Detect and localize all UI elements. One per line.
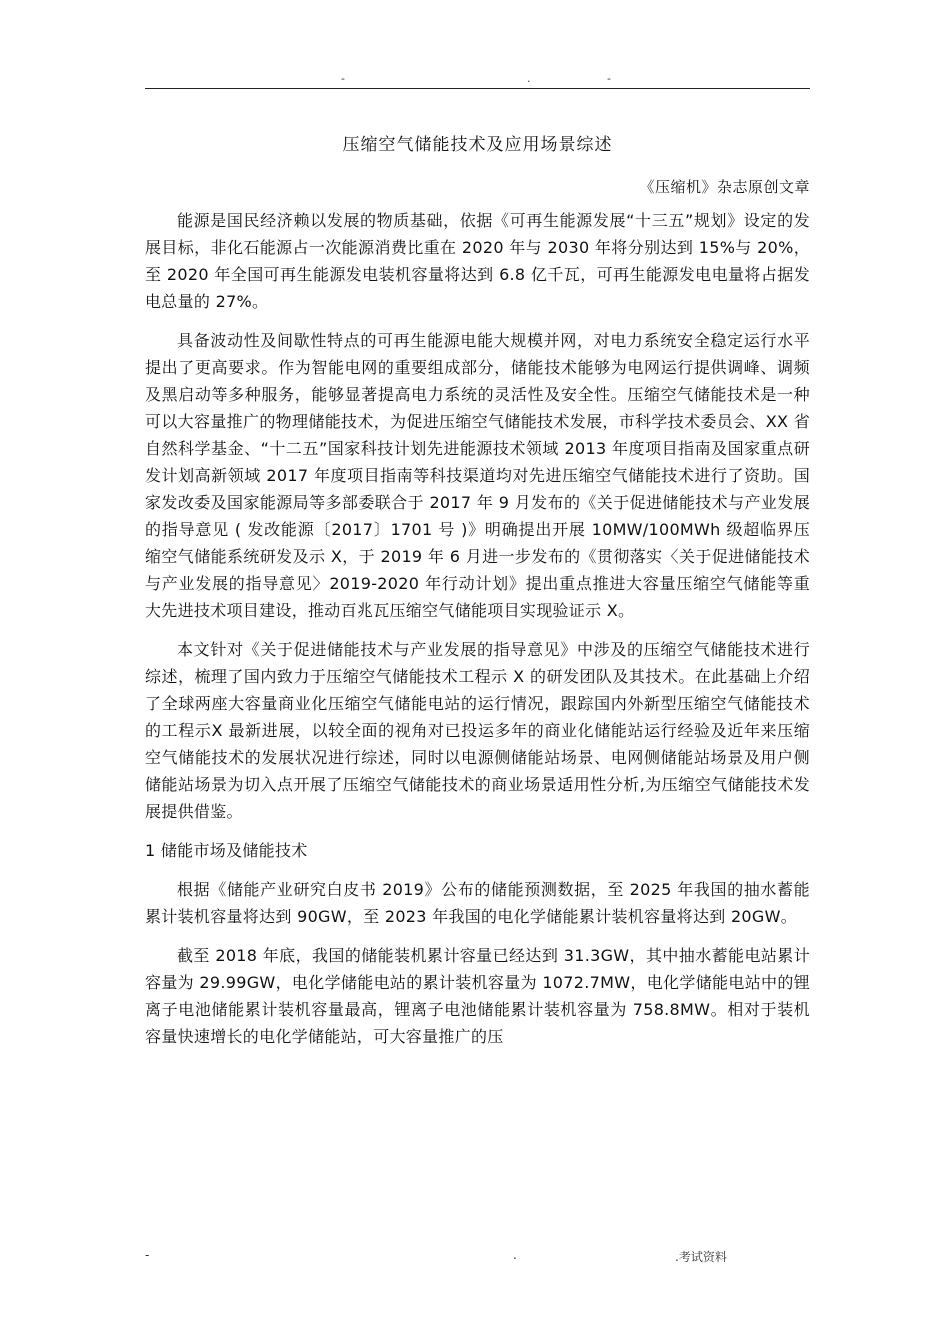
page-header [145,72,810,86]
footer-label: .考试资料 [675,1250,727,1264]
document-title: 压缩空气储能技术及应用场景综述 [342,135,613,155]
header-mark-left: - [341,72,345,85]
header-mark-mid: . [527,72,531,85]
page-footer [145,1248,810,1268]
section-heading: 1 储能市场及储能技术 [145,841,308,860]
footer-mark-left: - [145,1248,150,1262]
paragraph: 具备波动性及间歇性特点的可再生能源电能大规模并网，对电力系统安全稳定运行水平提出了更高要求。作为智能电网的重要组成部分，储能技术能够为电网运行提供调峰、调频及黑启动等多种服务，能够显著提高电力系统的灵活性及安全性。压缩空气储能技术是一种可以大容量推广的物理储能技术，为促进压缩空气储能技术发展，市科学技术委员会、XX 省自然科学基金、“十二五”国家科技计划先进能源技术领域 2013 年度项目指南及国家重点研发计划高新领域 2017 年度项目指南等科技渠道均对先进压缩空气储能技术进行了资助。国家发改委及国家能源局等多部委联合于 2017 年 9 月发布的《关于促进储能技术与产业发展的指导意见 ( 发改能源〔2017〕1701 号 )》明确提出开展 10MW/100MWh 级超临界压缩空气储能系统研发及示 X，于 2019 年 6 月进一步发布的《贯彻落实〈关于促进储能技术与产业发展的指导意见〉2019-2020 年行动计划》提出重点推进大容量压缩空气储能等重大先进技术项目建设，推动百兆瓦压缩空气储能项目实现验证示 X。 [145,331,810,620]
body-text [145,207,810,1062]
footer-mark-mid: . [513,1248,517,1262]
paragraph: 根据《储能产业研究白皮书 2019》公布的储能预测数据，至 2025 年我国的抽水蓄能累计装机容量将达到 90GW，至 2023 年我国的电化学储能累计装机容量将达到 20GW。 [145,880,810,926]
header-rule [145,88,810,89]
paragraph: 截至 2018 年底，我国的储能装机累计容量已经达到 31.3GW，其中抽水蓄能电站累计容量为 29.99GW，电化学储能电站的累计装机容量为 1072.7MW，电化学储能电站中的锂离子电池储能累计装机容量最高，锂离子电池储能累计装机容量为 758.8MW。相对于装机容量快速增长的电化学储能站，可大容量推广的压 [145,946,810,1046]
byline: 《压缩机》杂志原创文章 [639,178,810,196]
header-mark-right: - [607,72,611,85]
paragraph: 能源是国民经济赖以发展的物质基础，依据《可再生能源发展“十三五”规划》设定的发展目标，非化石能源占一次能源消费比重在 2020 年与 2030 年将分别达到 15%与 20%，至 2020 年全国可再生能源发电装机容量将达到 6.8 亿千瓦，可再生能源发电电量将占据发电总量的 27%。 [145,211,810,311]
paragraph: 本文针对《关于促进储能技术与产业发展的指导意见》中涉及的压缩空气储能技术进行综述，梳理了国内致力于压缩空气储能技术工程示 X 的研发团队及其技术。在此基础上介绍了全球两座大容量商业化压缩空气储能电站的运行情况，跟踪国内外新型压缩空气储能技术的工程示X 最新进展，以较全面的视角对已投运多年的商业化储能站运行经验及近年来压缩空气储能技术的发展状况进行综述，同时以电源侧储能站场景、电网侧储能站场景及用户侧储能站场景为切入点开展了压缩空气储能技术的商业场景适用性分析,为压缩空气储能技术发展提供借鉴。 [145,640,810,821]
